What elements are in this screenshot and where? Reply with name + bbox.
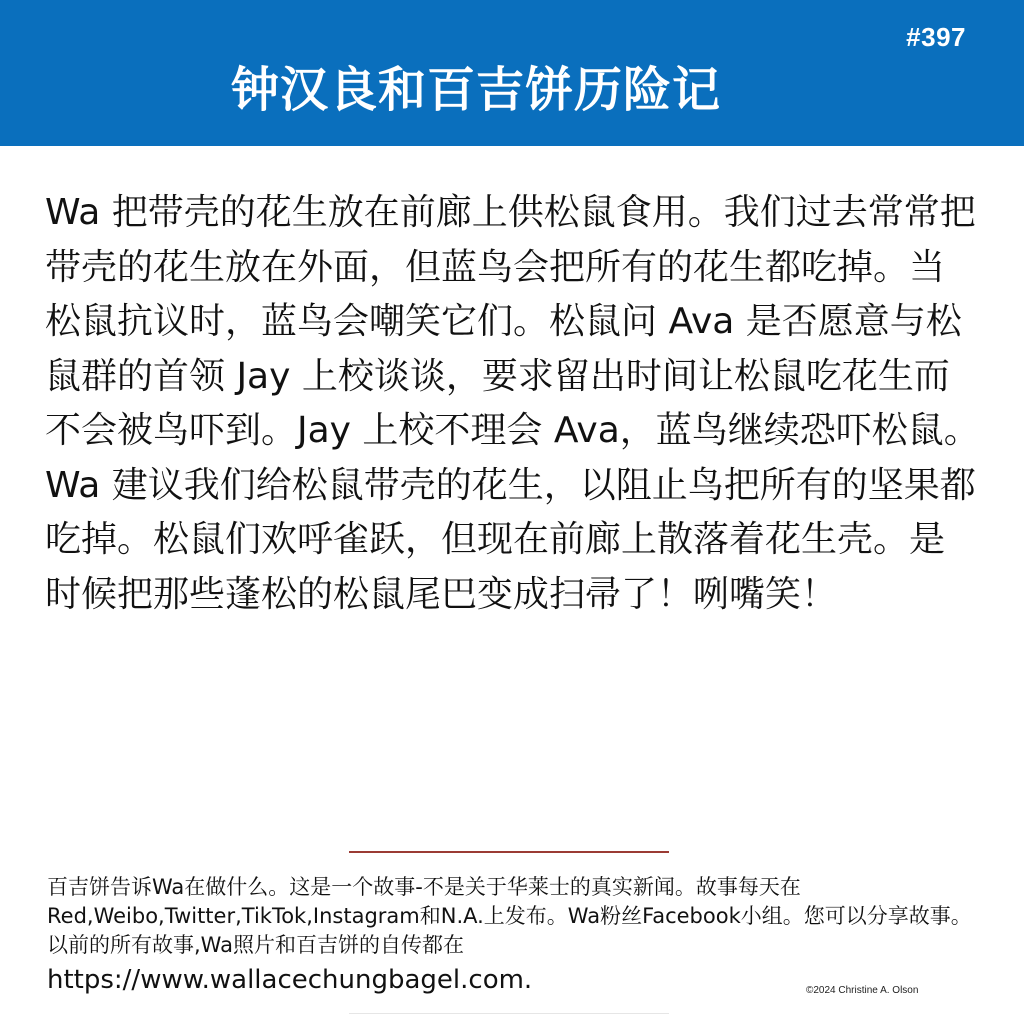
website-link[interactable]: https://www.wallacechungbagel.com. [47,965,533,995]
issue-number: #397 [906,22,966,52]
page-title: 钟汉良和百吉饼历险记 [230,62,721,118]
footer-note: 百吉饼告诉Wa在做什么。这是一个故事-不是关于华莱士的真实新闻。故事每天在Red,Weibo,Twitter,TikTok,Instagram和N.A.上发布。Wa粉丝Facebook小组。您可以分享故事。以前的所有故事,Wa照片和百吉饼的自传都在 [47,875,972,957]
header-banner [0,0,1024,146]
divider [349,851,669,853]
story-text: Wa 把带壳的花生放在前廊上供松鼠食用。我们过去常常把带壳的花生放在外面，但蓝鸟会把所有的花生都吃掉。当松鼠抗议时，蓝鸟会嘲笑它们。松鼠问 Ava 是否愿意与松鼠群的首领 Jay 上校谈谈，要求留出时间让松鼠吃花生而不会被鸟吓到。Jay 上校不理会 Ava，蓝鸟继续恐吓松鼠。Wa 建议我们给松鼠带壳的花生，以阻止鸟把所有的坚果都吃掉。松鼠们欢呼雀跃，但现在前廊上散落着花生壳。是时候把那些蓬松的松鼠尾巴变成扫帚了！咧嘴笑！ [45,192,980,615]
bottom-divider [349,1013,669,1014]
copyright-notice: ©2024 Christine A. Olson [806,985,919,996]
